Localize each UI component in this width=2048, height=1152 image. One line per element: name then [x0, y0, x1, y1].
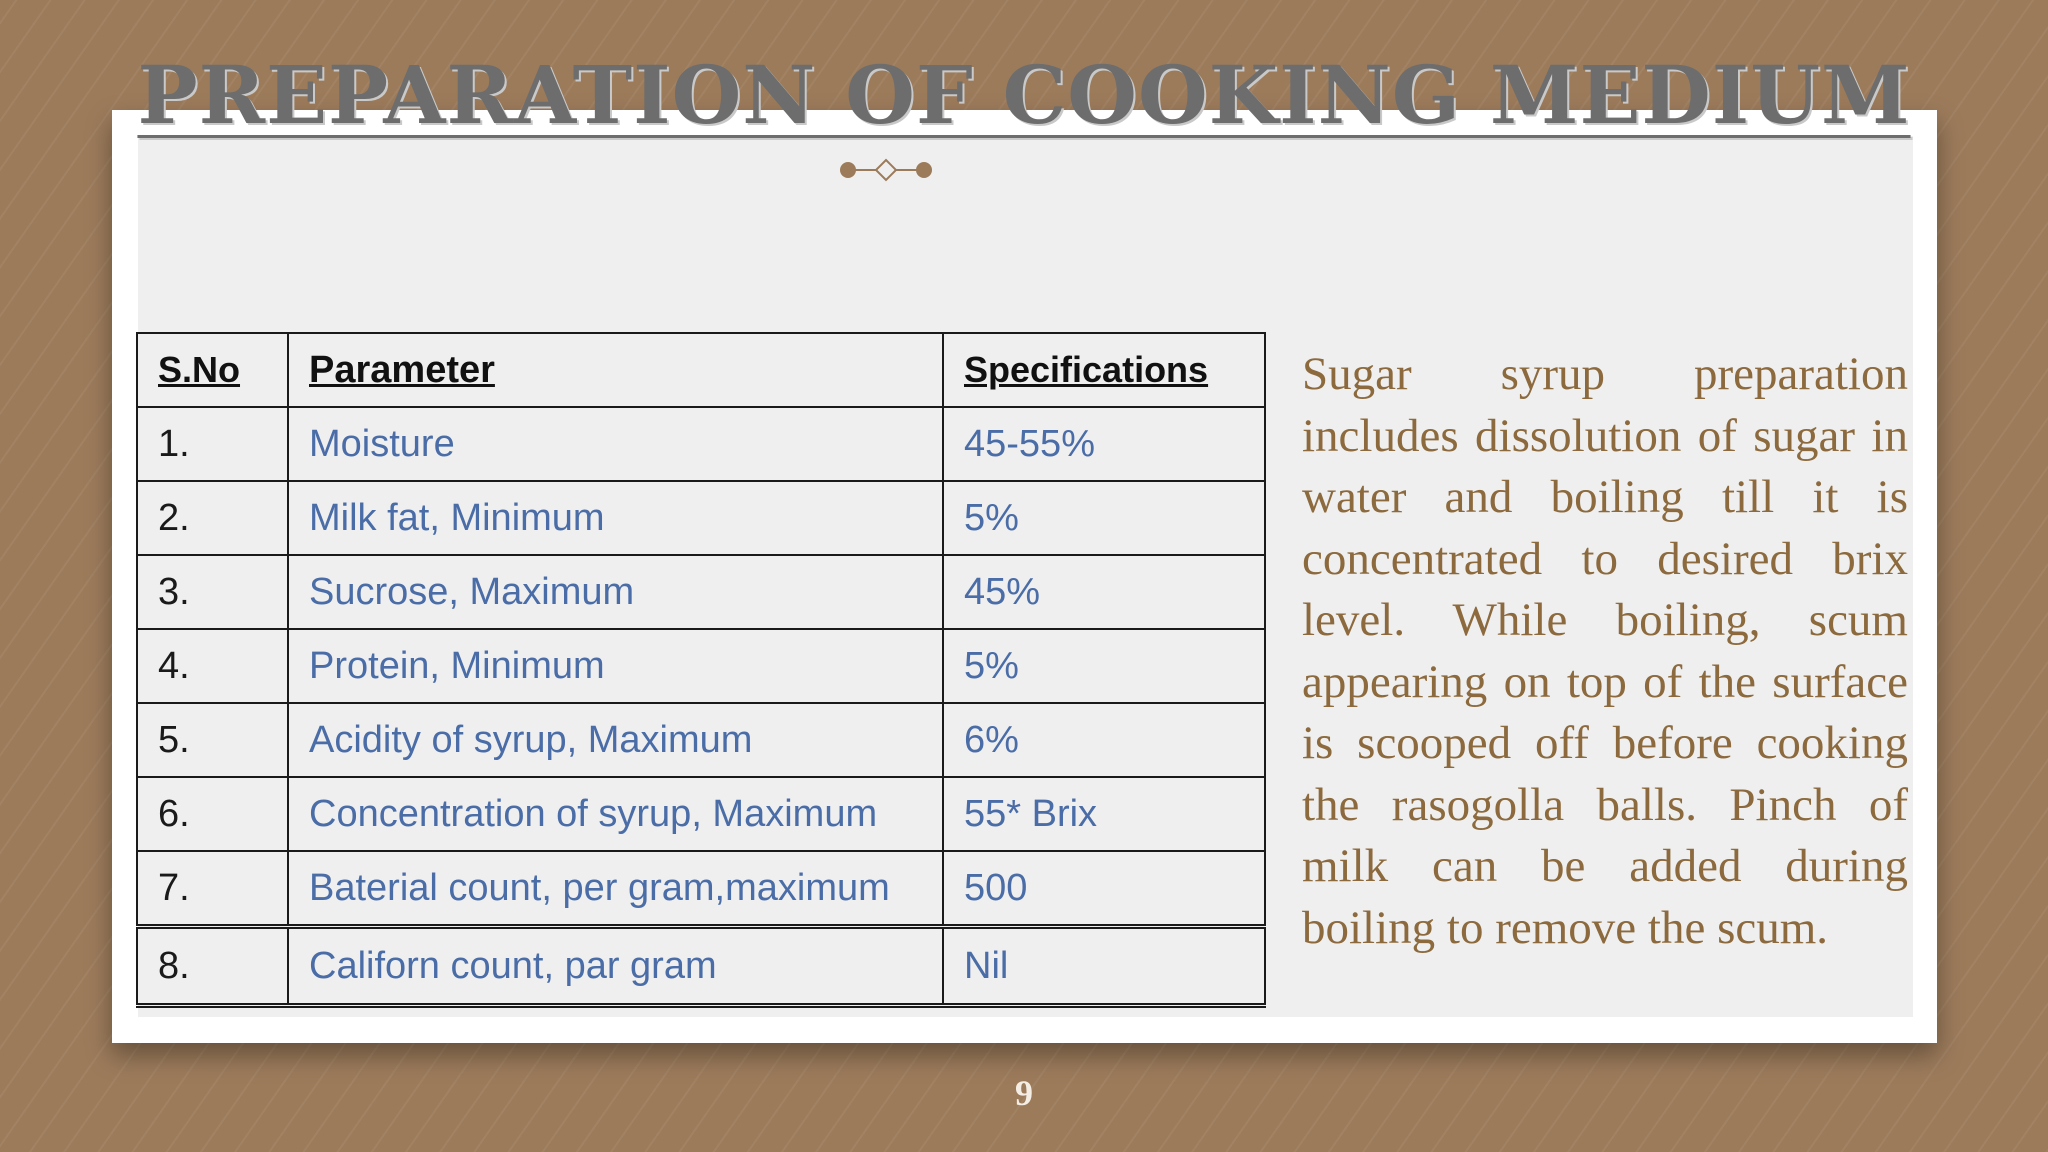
table-header-row	[137, 333, 1265, 407]
cell-parameter: Concentration of syrup, Maximum	[288, 777, 943, 851]
table-row	[137, 703, 1265, 777]
cell-sno: 5.	[137, 703, 288, 777]
cell-sno: 6.	[137, 777, 288, 851]
cell-sno: 3.	[137, 555, 288, 629]
cell-sno: 1.	[137, 407, 288, 481]
table-row	[137, 851, 1265, 927]
header-parameter: Parameter	[288, 333, 943, 407]
cell-spec: 5%	[943, 629, 1265, 703]
table-row	[137, 777, 1265, 851]
cell-parameter: Acidity of syrup, Maximum	[288, 703, 943, 777]
header-sno: S.No	[137, 333, 288, 407]
cell-sno: 8.	[137, 927, 288, 1006]
cell-spec: 5%	[943, 481, 1265, 555]
page-number: 9	[1015, 1073, 1033, 1113]
cell-sno: 7.	[137, 851, 288, 927]
cell-parameter: Milk fat, Minimum	[288, 481, 943, 555]
cell-parameter: Protein, Minimum	[288, 629, 943, 703]
cell-parameter: Californ count, par gram	[288, 927, 943, 1006]
table-row	[137, 629, 1265, 703]
description-paragraph: Sugar syrup preparation includes dissolution of sugar in water and boiling till it is concentrated to desired brix level. While boiling, scum appearing on top of the surface is scooped off before cooking the rasogolla balls. Pinch of milk can be added during boiling to remove the scum.	[1302, 348, 1908, 954]
specifications-table	[136, 332, 1266, 1008]
cell-parameter: Moisture	[288, 407, 943, 481]
cell-parameter: Sucrose, Maximum	[288, 555, 943, 629]
slide-title: PREPARATION OF COOKING MEDIUM	[137, 48, 1911, 142]
cell-parameter: Baterial count, per gram,maximum	[288, 851, 943, 927]
cell-sno: 4.	[137, 629, 288, 703]
cell-spec: 45%	[943, 555, 1265, 629]
cell-spec: 500	[943, 851, 1265, 927]
cell-spec: 6%	[943, 703, 1265, 777]
table-row	[137, 407, 1265, 481]
header-specifications: Specifications	[943, 333, 1265, 407]
cell-spec: 45-55%	[943, 407, 1265, 481]
cell-sno: 2.	[137, 481, 288, 555]
table-row	[137, 481, 1265, 555]
cell-spec: Nil	[943, 927, 1265, 1006]
table-row	[137, 927, 1265, 1006]
table-row	[137, 555, 1265, 629]
cell-spec: 55* Brix	[943, 777, 1265, 851]
divider-ornament-icon	[838, 158, 934, 182]
